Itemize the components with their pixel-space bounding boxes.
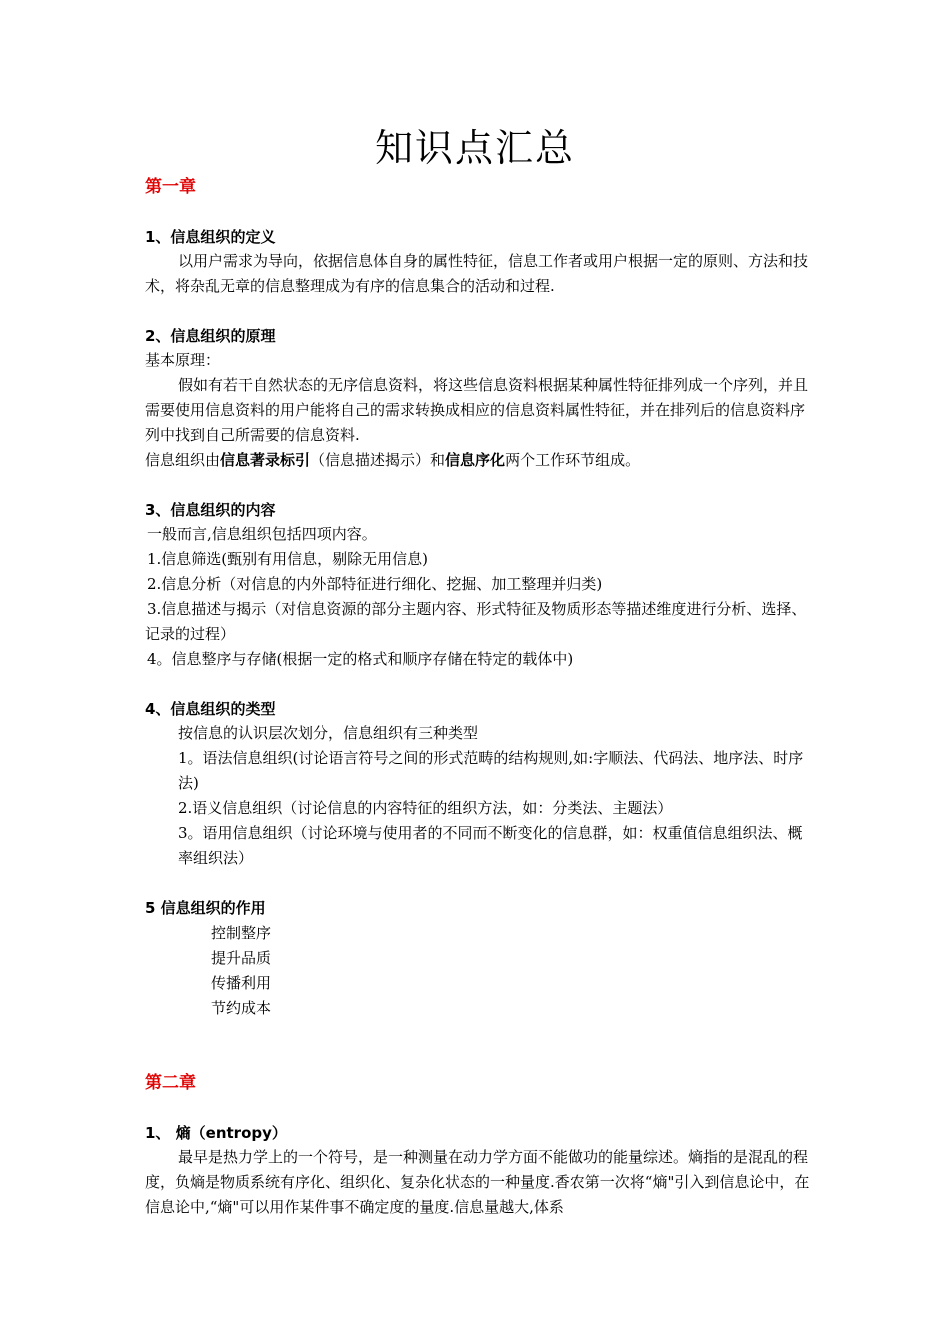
summary-text-c: （信息描述揭示）和 bbox=[310, 451, 446, 469]
section-2-1-heading: 1、 熵（entropy） bbox=[145, 1124, 287, 1142]
list-item bbox=[145, 597, 815, 647]
section-1-2-summary bbox=[145, 448, 815, 473]
summary-text-a: 信息组织由 bbox=[145, 451, 221, 469]
summary-text-e: 两个工作环节组成。 bbox=[505, 451, 641, 469]
list-item: 4。信息整序与存储(根据一定的格式和顺序存储在特定的载体中) bbox=[147, 650, 574, 668]
list-item: 1.信息筛选(甄别有用信息，剔除无用信息) bbox=[147, 550, 429, 568]
list-item: 2.信息分析（对信息的内外部特征进行细化、挖掘、加工整理并归类) bbox=[147, 575, 603, 593]
section-1-2-intro: 基本原理： bbox=[145, 351, 221, 369]
list-item: 提升品质 bbox=[211, 949, 272, 967]
section-1-2-heading: 2、信息组织的原理 bbox=[145, 327, 276, 345]
document-title: 知识点汇总 bbox=[374, 126, 575, 170]
list-item: 控制整序 bbox=[211, 924, 272, 942]
summary-term-cataloging: 信息著录标引 bbox=[220, 451, 311, 469]
section-1-5-heading: 5 信息组织的作用 bbox=[145, 899, 266, 917]
section-1-2-body: 假如有若干自然状态的无序信息资料，将这些信息资料根据某种属性特征排列成一个序列，并且需要使用信息资料的用户能将自己的需求转换成相应的信息资料属性特征，并在排列后的信息资料序列中找到自己所需要的信息资料. bbox=[145, 376, 809, 444]
chapter-1-heading: 第一章 bbox=[145, 177, 196, 197]
section-1-3-intro: 一般而言,信息组织包括四项内容。 bbox=[147, 525, 377, 543]
section-1-4-intro: 按信息的认识层次划分，信息组织有三种类型 bbox=[178, 724, 479, 742]
section-1-4-heading: 4、信息组织的类型 bbox=[145, 700, 276, 718]
section-1-1-heading: 1、信息组织的定义 bbox=[145, 228, 276, 246]
section-1-3-heading: 3、信息组织的内容 bbox=[145, 501, 276, 519]
list-item: 3。语用信息组织（讨论环境与使用者的不同而不断变化的信息群，如：权重值信息组织法、概率组织法） bbox=[178, 824, 803, 867]
list-item: 2.语义信息组织（讨论信息的内容特征的组织方法，如：分类法、主题法） bbox=[178, 799, 673, 817]
section-2-1-body: 最早是热力学上的一个符号，是一种测量在动力学方面不能做功的能量综述。熵指的是混乱的程度，负熵是物质系统有序化、组织化、复杂化状态的一种量度.香农第一次将“熵"引入到信息论中，在信息论中,“熵"可以用作某件事不确定度的量度.信息量越大,体系 bbox=[145, 1148, 810, 1216]
section-1-1-body: 以用户需求为导向，依据信息体自身的属性特征，信息工作者或用户根据一定的原则、方法和技术，将杂乱无章的信息整理成为有序的信息集合的活动和过程. bbox=[145, 252, 809, 295]
list-item: 传播利用 bbox=[211, 974, 272, 992]
chapter-2-heading: 第二章 bbox=[145, 1073, 196, 1093]
list-item-text: 3.信息描述与揭示（对信息资源的部分主题内容、形式特征及物质形态等描述维度进行分析、选择、记录的过程） bbox=[145, 600, 807, 643]
summary-term-ordering: 信息序化 bbox=[445, 451, 506, 469]
list-item: 1。语法信息组织(讨论语言符号之间的形式范畴的结构规则,如:字顺法、代码法、地序法、时序法) bbox=[178, 749, 804, 792]
list-item: 节约成本 bbox=[211, 999, 272, 1017]
